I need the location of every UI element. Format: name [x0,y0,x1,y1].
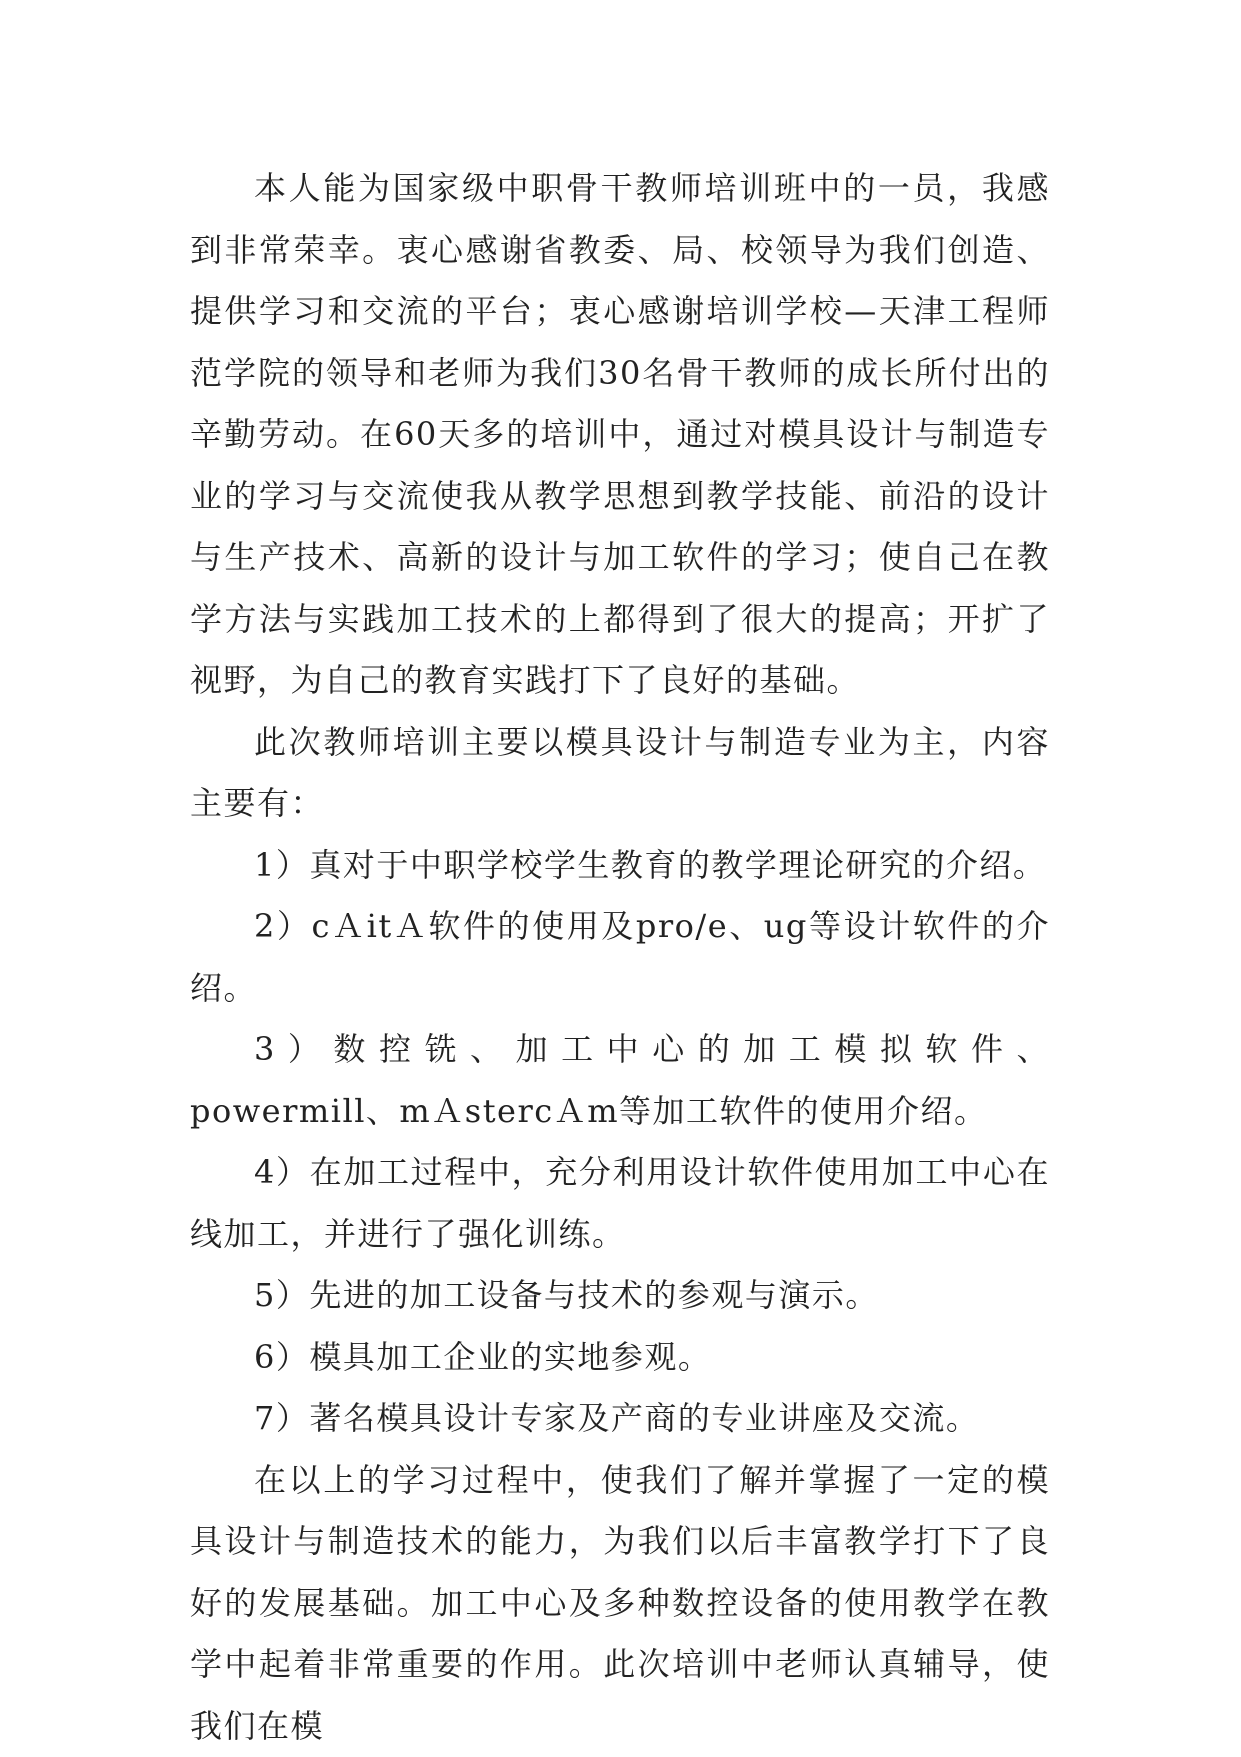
list-item-3: 3）数控铣、加工中心的加工模拟软件、powermill、mＡstercＡm等加工软件的使用介绍。 [190,1019,1050,1142]
list-item-5: 5）先进的加工设备与技术的参观与演示。 [190,1265,1050,1327]
list-item-7: 7）著名模具设计专家及产商的专业讲座及交流。 [190,1388,1050,1450]
document-body [190,158,1050,1757]
paragraph-intro: 本人能为国家级中职骨干教师培训班中的一员，我感到非常荣幸。衷心感谢省教委、局、校领导为我们创造、提供学习和交流的平台；衷心感谢培训学校—天津工程师范学院的领导和老师为我们30名骨干教师的成长所付出的辛勤劳动。在60天多的培训中，通过对模具设计与制造专业的学习与交流使我从教学思想到教学技能、前沿的设计与生产技术、高新的设计与加工软件的学习；使自己在教学方法与实践加工技术的上都得到了很大的提高；开扩了视野，为自己的教育实践打下了良好的基础。 [190,158,1050,712]
list-item-6: 6）模具加工企业的实地参观。 [190,1327,1050,1389]
list-item-1: 1）真对于中职学校学生教育的教学理论研究的介绍。 [190,835,1050,897]
list-item-2: 2）cＡitＡ软件的使用及pro/e、ug等设计软件的介绍。 [190,896,1050,1019]
list-item-4: 4）在加工过程中，充分利用设计软件使用加工中心在线加工，并进行了强化训练。 [190,1142,1050,1265]
paragraph-conclusion: 在以上的学习过程中，使我们了解并掌握了一定的模具设计与制造技术的能力，为我们以后丰富教学打下了良好的发展基础。加工中心及多种数控设备的使用教学在教学中起着非常重要的作用。此次培训中老师认真辅导，使我们在模 [190,1450,1050,1757]
paragraph-training-summary: 此次教师培训主要以模具设计与制造专业为主，内容主要有： [190,712,1050,835]
